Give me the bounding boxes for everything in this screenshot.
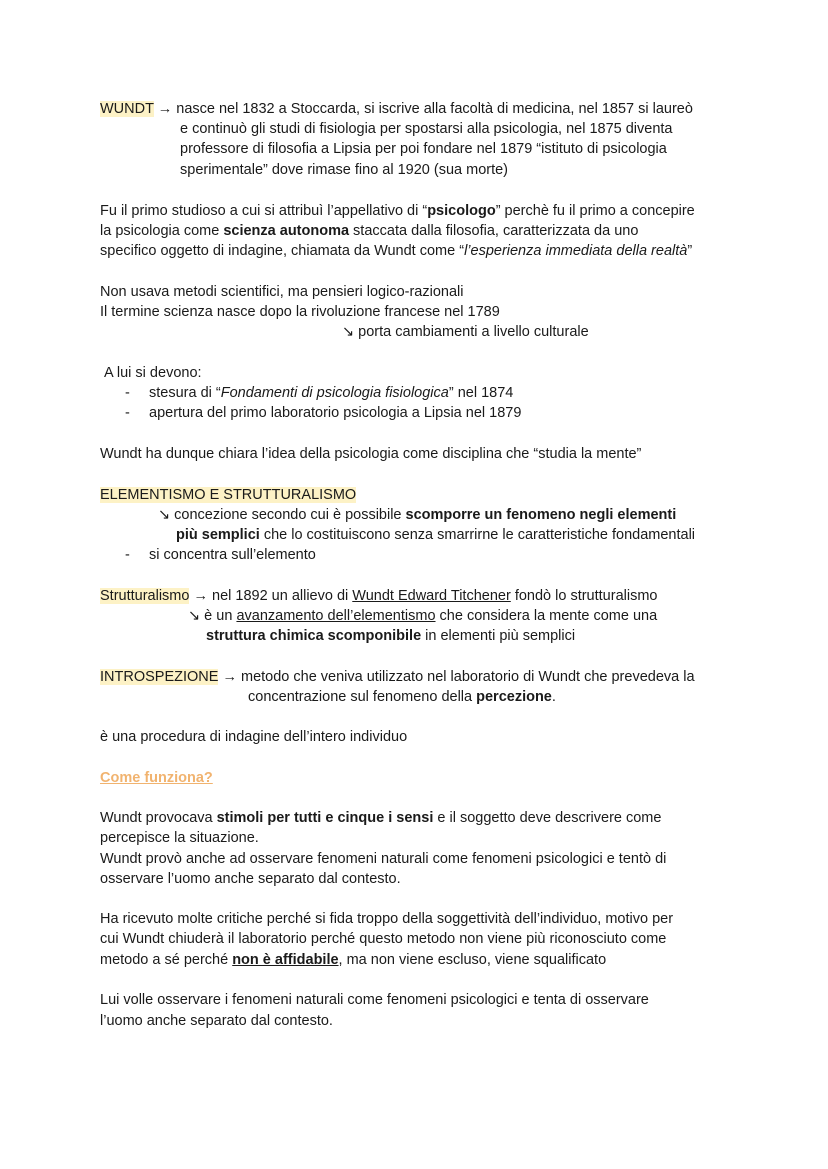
mente-line: Wundt ha dunque chiara l’idea della psicologia come disciplina che “studia la mente” <box>100 446 642 462</box>
strutturalismo-line-3: struttura chimica scomponibile in elementi più semplici <box>206 628 576 644</box>
wundt-highlight: WUNDT <box>100 101 154 117</box>
come-funziona-heading[interactable]: Come funziona? <box>100 770 213 786</box>
procedura-line: è una procedura di indagine dell’intero individuo <box>100 729 408 745</box>
stimoli-line-2: percepisce la situazione. <box>100 830 259 846</box>
bullet-dash: - <box>125 385 130 401</box>
strutturalismo-line-1: Strutturalismo → nel 1892 un allievo di Wundt Edward Titchener fondò lo strutturalismo <box>100 588 658 604</box>
elementismo-line-2: più semplici che lo costituiscono senza smarrirne le caratteristiche fondamentali <box>176 527 696 543</box>
stimoli-line-4: osservare l’uomo anche separato dal contesto. <box>100 871 401 887</box>
metodi-line-1: Non usava metodi scientifici, ma pensieri logico-razionali <box>100 284 464 300</box>
finale-line-2: l’uomo anche separato dal contesto. <box>100 1013 333 1029</box>
introspezione-line-1: INTROSPEZIONE → metodo che veniva utilizzato nel laboratorio di Wundt che prevedeva la <box>100 669 695 685</box>
stimoli-line-1: Wundt provocava stimoli per tutti e cinque i sensi e il soggetto deve descrivere come <box>100 810 662 826</box>
wundt-line-1: WUNDT → nasce nel 1832 a Stoccarda, si iscrive alla facoltà di medicina, nel 1857 si laureò <box>100 101 693 117</box>
critiche-line-3: metodo a sé perché non è affidabile, ma non viene escluso, viene squalificato <box>100 952 607 968</box>
elementismo-line-1: ↘ concezione secondo cui è possibile scomporre un fenomeno negli elementi <box>158 507 677 523</box>
metodi-line-2: Il termine scienza nasce dopo la rivoluzione francese nel 1789 <box>100 304 500 320</box>
stimoli-line-3: Wundt provò anche ad osservare fenomeni naturali come fenomeni psicologici e tentò di <box>100 851 667 867</box>
finale-line-1: Lui volle osservare i fenomeni naturali come fenomeni psicologici e tenta di osservare <box>100 992 649 1008</box>
wundt-line-2: e continuò gli studi di fisiologia per spostarsi alla psicologia, nel 1875 diventa <box>180 121 673 137</box>
bullet-dash: - <box>125 547 130 563</box>
critiche-line-1: Ha ricevuto molte critiche perché si fida troppo della soggettività dell’individuo, motivo per <box>100 911 674 927</box>
wundt-line-4: sperimentale” dove rimase fino al 1920 (sua morte) <box>180 162 509 178</box>
critiche-line-2: cui Wundt chiuderà il laboratorio perché questo metodo non viene più riconosciuto come <box>100 931 667 947</box>
introspezione-line-2: concentrazione sul fenomeno della percezione. <box>248 689 556 705</box>
metodi-line-3: ↘ porta cambiamenti a livello culturale <box>342 324 589 340</box>
devono-intro: A lui si devono: <box>104 365 202 381</box>
psicologo-line-3: specifico oggetto di indagine, chiamata da Wundt come “l’esperienza immediata della realtà” <box>100 243 693 259</box>
strutturalismo-line-2: ↘ è un avanzamento dell’elementismo che considera la mente come una <box>188 608 658 624</box>
psicologo-line-2: la psicologia come scienza autonoma staccata dalla filosofia, caratterizzata da uno <box>100 223 639 239</box>
psicologo-line-1: Fu il primo studioso a cui si attribuì l’appellativo di “psicologo” perchè fu il primo a concepire <box>100 203 695 219</box>
bullet-dash: - <box>125 405 130 421</box>
wundt-line-3: professore di filosofia a Lipsia per poi fondare nel 1879 “istituto di psicologia <box>180 141 667 157</box>
elementismo-title: ELEMENTISMO E STRUTTURALISMO <box>100 487 357 503</box>
